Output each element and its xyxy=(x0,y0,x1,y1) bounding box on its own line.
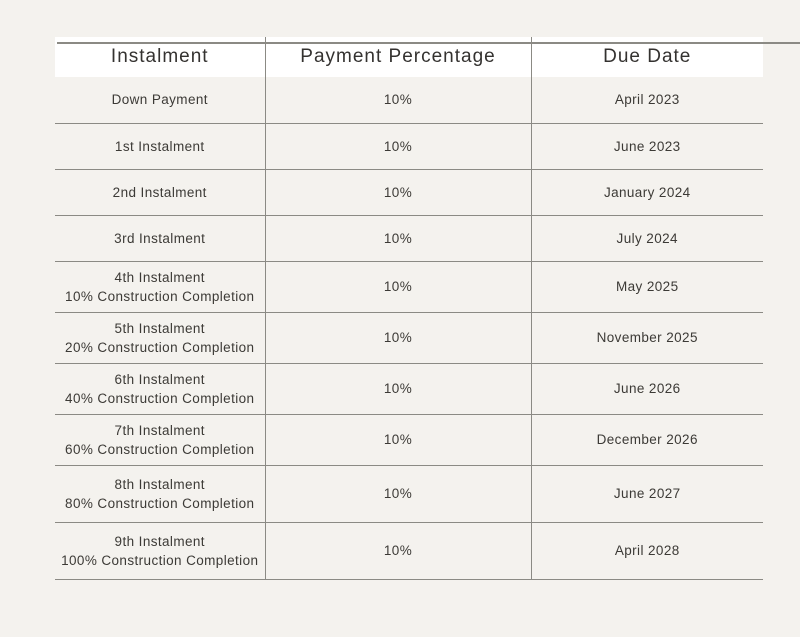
column-header-payment-percentage: Payment Percentage xyxy=(265,37,531,77)
instalment-milestone: 40% Construction Completion xyxy=(65,390,255,406)
table-row xyxy=(55,123,763,169)
cell-due-date: June 2026 xyxy=(531,363,763,414)
cell-instalment xyxy=(55,215,265,261)
table-row xyxy=(55,522,763,579)
payment-schedule-table xyxy=(55,37,763,580)
instalment-milestone: 60% Construction Completion xyxy=(65,441,255,457)
instalment-title: 3rd Instalment xyxy=(114,230,206,246)
cell-due-date: July 2024 xyxy=(531,215,763,261)
cell-payment-percentage: 10% xyxy=(265,215,531,261)
cell-due-date: November 2025 xyxy=(531,312,763,363)
cell-payment-percentage: 10% xyxy=(265,522,531,579)
table-row xyxy=(55,169,763,215)
top-divider-line xyxy=(57,42,800,44)
cell-instalment xyxy=(55,261,265,312)
cell-due-date: June 2027 xyxy=(531,465,763,522)
instalment-title: 9th Instalment xyxy=(114,533,205,549)
page xyxy=(0,37,800,637)
column-header-due-date: Due Date xyxy=(531,37,763,77)
cell-due-date: May 2025 xyxy=(531,261,763,312)
cell-payment-percentage: 10% xyxy=(265,414,531,465)
cell-payment-percentage: 10% xyxy=(265,312,531,363)
instalment-title: Down Payment xyxy=(111,92,208,108)
instalment-title: 2nd Instalment xyxy=(112,184,207,200)
instalment-title: 7th Instalment xyxy=(114,422,205,438)
table-row xyxy=(55,215,763,261)
cell-instalment xyxy=(55,312,265,363)
column-header-instalment: Instalment xyxy=(55,37,265,77)
cell-payment-percentage: 10% xyxy=(265,77,531,123)
instalment-milestone: 10% Construction Completion xyxy=(65,288,255,304)
instalment-milestone: 80% Construction Completion xyxy=(65,495,255,511)
cell-due-date: April 2023 xyxy=(531,77,763,123)
instalment-title: 6th Instalment xyxy=(114,371,205,387)
cell-payment-percentage: 10% xyxy=(265,123,531,169)
table-row xyxy=(55,414,763,465)
instalment-milestone: 100% Construction Completion xyxy=(61,552,259,568)
cell-instalment xyxy=(55,169,265,215)
table-row xyxy=(55,77,763,123)
cell-due-date: January 2024 xyxy=(531,169,763,215)
instalment-milestone: 20% Construction Completion xyxy=(65,339,255,355)
cell-payment-percentage: 10% xyxy=(265,261,531,312)
table-row xyxy=(55,363,763,414)
instalment-title: 5th Instalment xyxy=(114,320,205,336)
cell-instalment xyxy=(55,414,265,465)
table-body xyxy=(55,77,763,579)
cell-instalment xyxy=(55,123,265,169)
table-row xyxy=(55,261,763,312)
instalment-title: 8th Instalment xyxy=(114,476,205,492)
cell-payment-percentage: 10% xyxy=(265,169,531,215)
table-row xyxy=(55,465,763,522)
cell-due-date: December 2026 xyxy=(531,414,763,465)
cell-instalment xyxy=(55,522,265,579)
cell-due-date: April 2028 xyxy=(531,522,763,579)
cell-instalment xyxy=(55,465,265,522)
cell-instalment xyxy=(55,77,265,123)
cell-due-date: June 2023 xyxy=(531,123,763,169)
cell-instalment xyxy=(55,363,265,414)
table-row xyxy=(55,312,763,363)
cell-payment-percentage: 10% xyxy=(265,363,531,414)
instalment-title: 1st Instalment xyxy=(114,138,205,154)
instalment-title: 4th Instalment xyxy=(114,269,205,285)
cell-payment-percentage: 10% xyxy=(265,465,531,522)
